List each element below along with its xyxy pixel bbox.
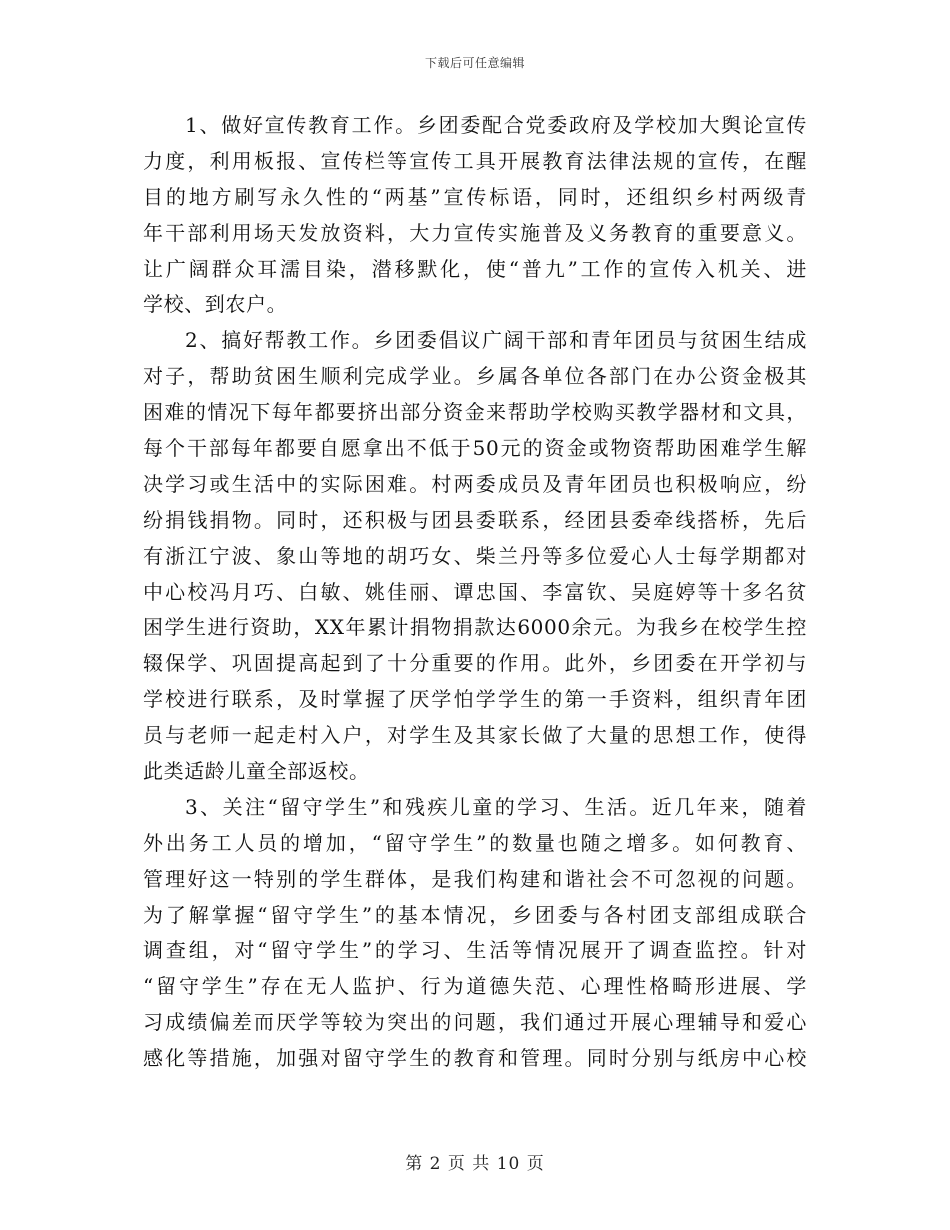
paragraph-2-line-12: 员与老师一起走村入户，对学生及其家长做了大量的思想工作，使得 — [143, 723, 807, 748]
paragraph-3-line-3: 管理好这一特别的学生群体，是我们构建和谐社会不可忽视的问题。 — [143, 866, 807, 891]
paragraph-1-line-1: 1、做好宣传教育工作。乡团委配合党委政府及学校加大舆论宣传 — [185, 113, 807, 137]
paragraph-2-line-8: 中心校冯月巧、白敏、姚佳丽、谭忠国、李富钦、吴庭婷等十多名贫 — [143, 579, 807, 604]
paragraph-1-line-4: 年干部利用场天发放资料，大力宣传实施普及义务教育的重要意义。 — [143, 220, 807, 245]
paragraph-1-line-3: 目的地方刷写永久性的“两基”宣传标语，同时，还组织乡村两级青 — [143, 184, 807, 209]
paragraph-3-line-1: 3、关注“留守学生”和残疾儿童的学习、生活。近几年来，随着 — [185, 794, 807, 819]
paragraph-2-line-2: 对子，帮助贫困生顺利完成学业。乡属各单位各部门在办公资金极其 — [143, 364, 807, 389]
paragraph-1-line-6: 学校、到农户。 — [143, 292, 288, 317]
paragraph-3-line-4: 为了解掌握“留守学生”的基本情况，乡团委与各村团支部组成联合 — [143, 902, 807, 927]
paragraph-3-line-6: “留守学生”存在无人监护、行为道德失范、心理性格畸形进展、学 — [143, 974, 807, 999]
page-header: 下载后可任意编辑 — [424, 56, 525, 70]
body-text — [143, 108, 807, 1077]
paragraph-1-line-2: 力度，利用板报、宣传栏等宣传工具开展教育法律法规的宣传，在醒 — [143, 148, 807, 173]
paragraph-3-line-5: 调查组，对“留守学生”的学习、生活等情况展开了调查监控。针对 — [143, 938, 807, 963]
paragraph-2-line-6: 纷捐钱捐物。同时，还积极与团县委联系，经团县委牵线搭桥，先后 — [143, 507, 807, 532]
paragraph-2-line-4: 每个干部每年都要自愿拿出不低于50元的资金或物资帮助困难学生解 — [143, 436, 807, 461]
paragraph-3-line-2: 外出务工人员的增加，“留守学生”的数量也随之增多。如何教育、 — [143, 830, 807, 855]
paragraph-2-line-9: 困学生进行资助，XX年累计捐物捐款达6000余元。为我乡在校学生控 — [143, 615, 807, 640]
paragraph-1-line-5: 让广阔群众耳濡目染，潜移默化，使“普九”工作的宣传入机关、进 — [143, 256, 807, 281]
paragraph-2-line-3: 困难的情况下每年都要挤出部分资金来帮助学校购买教学器材和文具， — [143, 400, 807, 425]
paragraph-2-line-5: 决学习或生活中的实际困难。村两委成员及青年团员也积极响应，纷 — [143, 471, 807, 496]
paragraph-3-line-8: 感化等措施，加强对留守学生的教育和管理。同时分别与纸房中心校 — [143, 1046, 807, 1071]
paragraph-3-line-7: 习成绩偏差而厌学等较为突出的问题，我们通过开展心理辅导和爱心 — [143, 1010, 807, 1035]
paragraph-2-line-10: 辍保学、巩固提高起到了十分重要的作用。此外，乡团委在开学初与 — [143, 651, 807, 676]
paragraph-2-line-13: 此类适龄儿童全部返校。 — [143, 759, 370, 784]
page-footer: 第 2 页 共 10 页 — [405, 1154, 545, 1174]
paragraph-2-line-7: 有浙江宁波、象山等地的胡巧女、柴兰丹等多位爱心人士每学期都对 — [143, 543, 807, 568]
paragraph-2-line-1: 2、搞好帮教工作。乡团委倡议广阔干部和青年团员与贫困生结成 — [185, 328, 807, 353]
paragraph-2-line-11: 学校进行联系，及时掌握了厌学怕学学生的第一手资料，组织青年团 — [143, 687, 807, 712]
